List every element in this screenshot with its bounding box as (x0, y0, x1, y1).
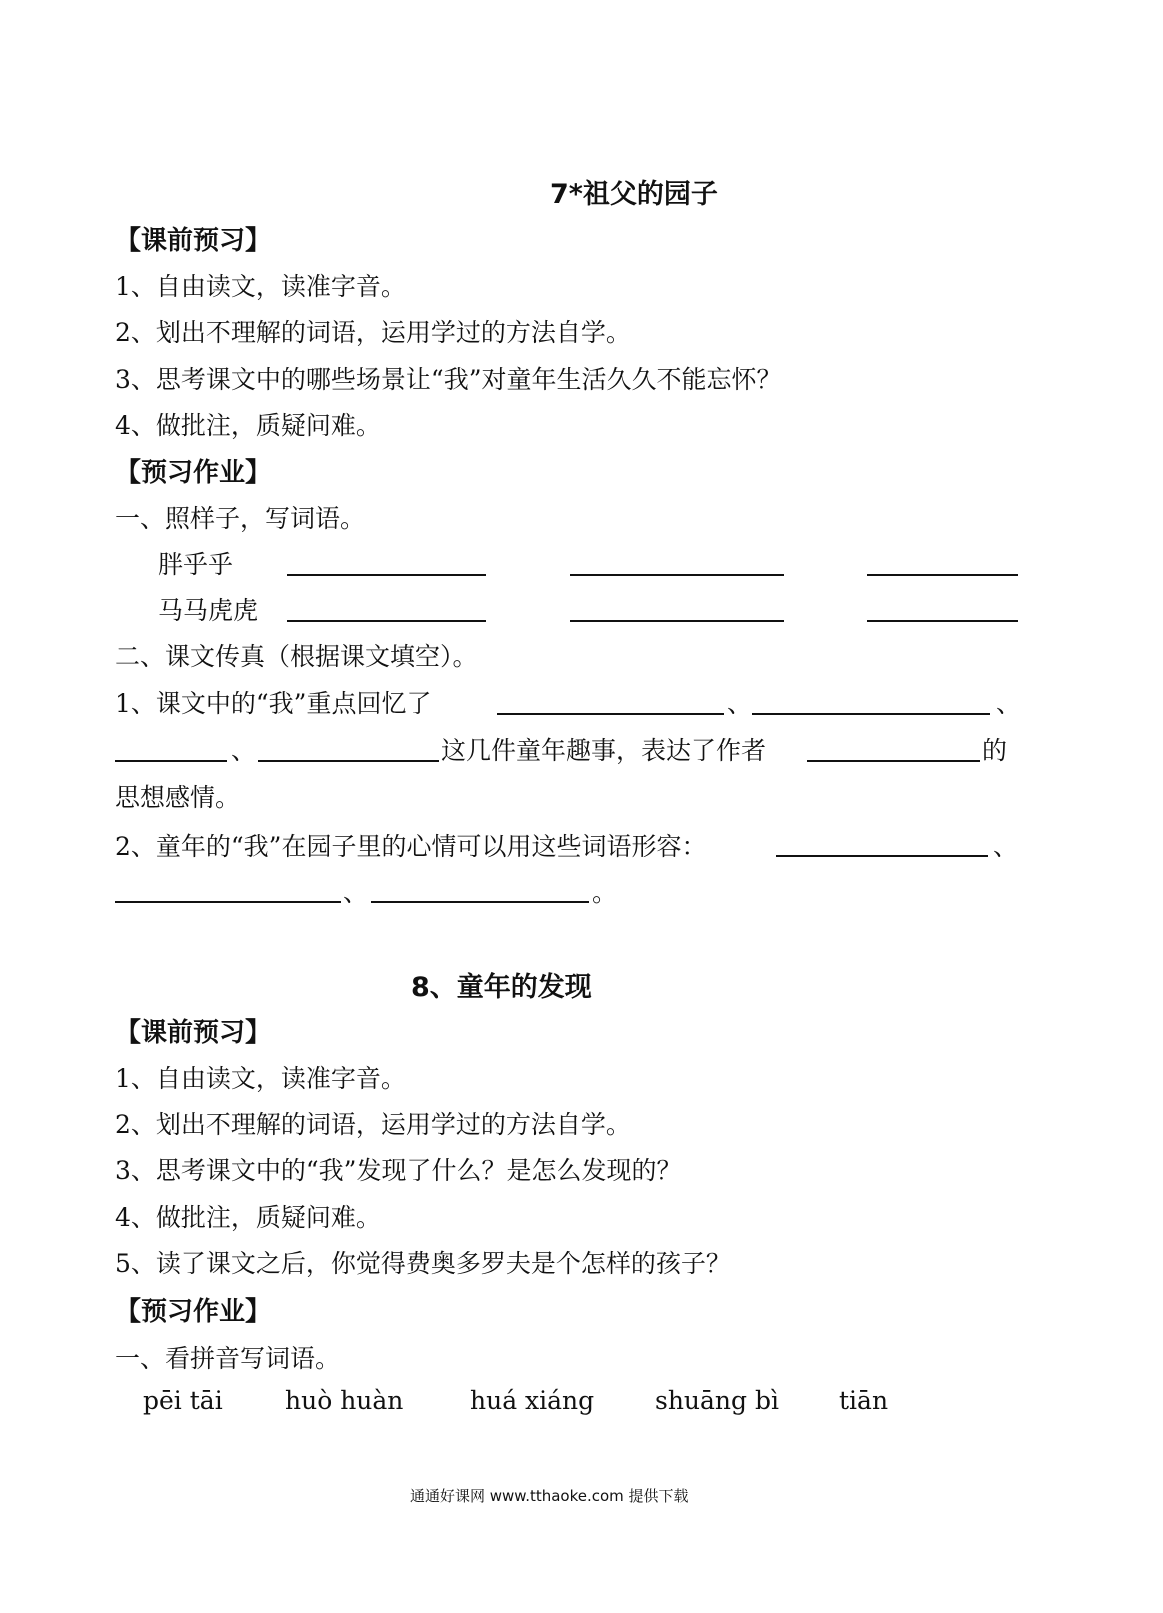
answer-blank[interactable] (570, 620, 784, 622)
pinyin-word: huò huàn (285, 1386, 404, 1415)
answer-blank[interactable] (807, 760, 980, 762)
end-mark: 。 (592, 878, 618, 907)
answer-blank[interactable] (287, 620, 486, 622)
lesson8-preview-item: 4、做批注，质疑问难。 (115, 1203, 381, 1232)
answer-blank[interactable] (115, 901, 341, 903)
fill-text: 的 (982, 736, 1008, 765)
lesson7-preview-item: 4、做批注，质疑问难。 (115, 411, 381, 440)
fill-text: 1、课文中的“我”重点回忆了 (115, 689, 432, 718)
separator: 、 (996, 689, 1022, 718)
answer-blank[interactable] (497, 713, 724, 715)
separator: 、 (727, 689, 753, 718)
lesson8-preview-item: 5、读了课文之后，你觉得费奥多罗夫是个怎样的孩子？ (115, 1249, 731, 1278)
fill-text: 这几件童年趣事，表达了作者 (441, 736, 767, 765)
answer-blank[interactable] (287, 574, 486, 576)
answer-blank[interactable] (570, 574, 784, 576)
lesson7-preview-item: 2、划出不理解的词语，运用学过的方法自学。 (115, 318, 631, 347)
lesson8-question-1: 一、看拼音写词语。 (115, 1344, 341, 1373)
lesson7-title: 7*祖父的园子 (550, 179, 718, 210)
lesson7-preview-item: 3、思考课文中的哪些场景让“我”对童年生活久久不能忘怀？ (115, 365, 782, 394)
pinyin-word: huá xiáng (470, 1386, 595, 1415)
answer-blank[interactable] (867, 574, 1018, 576)
lesson8-preview-item: 3、思考课文中的“我”发现了什么？是怎么发现的？ (115, 1156, 682, 1185)
fill-text: 思想感情。 (115, 783, 241, 812)
answer-blank[interactable] (371, 901, 589, 903)
answer-blank[interactable] (258, 760, 439, 762)
answer-blank[interactable] (115, 760, 227, 762)
pinyin-word: shuāng bì (655, 1386, 779, 1415)
example-word-2: 马马虎虎 (158, 596, 259, 625)
lesson7-preview-item: 1、自由读文，读准字音。 (115, 272, 406, 301)
fill-text: 2、童年的“我”在园子里的心情可以用这些词语形容： (115, 832, 707, 861)
lesson7-preview-heading: 【课前预习】 (115, 226, 272, 256)
lesson8-preview-item: 1、自由读文，读准字音。 (115, 1064, 406, 1093)
lesson8-preview-item: 2、划出不理解的词语，运用学过的方法自学。 (115, 1110, 631, 1139)
separator: 、 (231, 736, 257, 765)
separator: 、 (993, 832, 1019, 861)
separator: 、 (343, 878, 369, 907)
answer-blank[interactable] (752, 713, 990, 715)
pinyin-word: pēi tāi (143, 1386, 223, 1415)
answer-blank[interactable] (867, 620, 1018, 622)
lesson8-preview-heading: 【课前预习】 (115, 1018, 272, 1048)
answer-blank[interactable] (776, 855, 988, 857)
lesson8-homework-heading: 【预习作业】 (115, 1297, 272, 1327)
example-word-1: 胖乎乎 (158, 550, 234, 579)
footer-credit: 通通好课网 www.tthaoke.com 提供下载 (410, 1487, 689, 1505)
lesson7-question-1: 一、照样子，写词语。 (115, 504, 366, 533)
lesson7-question-2: 二、课文传真（根据课文填空）。 (115, 642, 478, 671)
lesson7-homework-heading: 【预习作业】 (115, 458, 272, 488)
pinyin-word: tiān (839, 1386, 889, 1415)
lesson8-title: 8、童年的发现 (411, 972, 592, 1003)
